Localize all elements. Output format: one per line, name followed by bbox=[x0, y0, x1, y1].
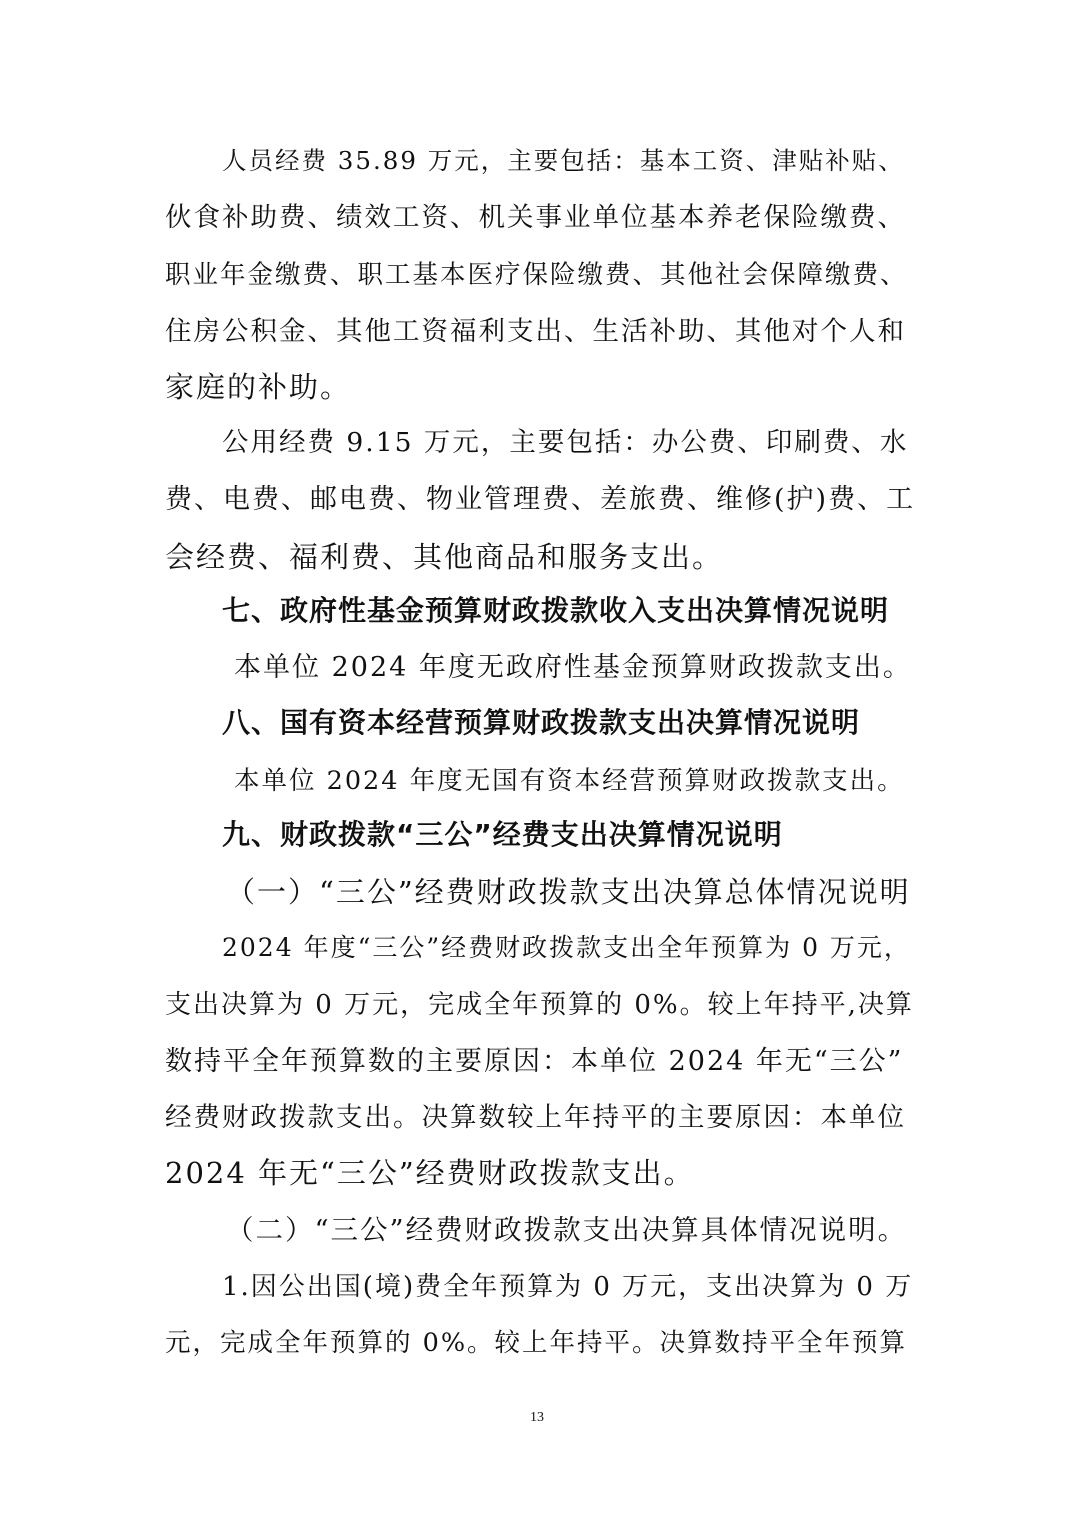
section-body: 本单位 2024 年度无国有资本经营预算财政拨款支出。 bbox=[234, 766, 905, 796]
paragraph-line: 会经费、福利费、其他商品和服务支出。 bbox=[165, 540, 724, 574]
paragraph-line: 伙食补助费、绩效工资、机关事业单位基本养老保险缴费、 bbox=[165, 202, 906, 233]
section-heading: 九、财政拨款“三公”经费支出决算情况说明 bbox=[222, 818, 783, 851]
paragraph-line: 1.因公出国(境)费全年预算为 0 万元，支出决算为 0 万 bbox=[222, 1272, 914, 1302]
section-heading: 八、国有资本经营预算财政拨款支出决算情况说明 bbox=[222, 706, 861, 739]
paragraph-line: 费、电费、邮电费、物业管理费、差旅费、维修(护)费、工 bbox=[165, 484, 916, 515]
paragraph-line: 2024 年度“三公”经费财政拨款支出全年预算为 0 万元， bbox=[222, 933, 911, 962]
subsection-title: （一）“三公”经费财政拨款支出决算总体情况说明 bbox=[226, 875, 911, 909]
paragraph-line: 支出决算为 0 万元，完成全年预算的 0%。较上年持平,决算 bbox=[165, 990, 914, 1020]
paragraph-line: 数持平全年预算数的主要原因：本单位 2024 年无“三公” bbox=[165, 1046, 904, 1077]
subsection-title: （二）“三公”经费财政拨款支出决算具体情况说明。 bbox=[226, 1214, 908, 1246]
paragraph-line: 元，完成全年预算的 0%。较上年持平。决算数持平全年预算 bbox=[165, 1328, 908, 1358]
paragraph-line: 住房公积金、其他工资福利支出、生活补助、其他对个人和 bbox=[165, 316, 906, 347]
section-heading: 七、政府性基金预算财政拨款收入支出决算情况说明 bbox=[222, 594, 890, 627]
paragraph-line: 职业年金缴费、职工基本医疗保险缴费、其他社会保障缴费、 bbox=[165, 260, 908, 290]
page-number: 13 bbox=[530, 1410, 544, 1425]
paragraph-line: 公用经费 9.15 万元，主要包括：办公费、印刷费、水 bbox=[222, 427, 909, 458]
paragraph-line: 2024 年无“三公”经费财政拨款支出。 bbox=[165, 1156, 695, 1190]
paragraph-line: 家庭的补助。 bbox=[165, 370, 352, 404]
paragraph-line: 人员经费 35.89 万元，主要包括：基本工资、津贴补贴、 bbox=[222, 146, 905, 175]
section-body: 本单位 2024 年度无政府性基金预算财政拨款支出。 bbox=[234, 652, 912, 683]
paragraph-line: 经费财政拨款支出。决算数较上年持平的主要原因：本单位 bbox=[165, 1102, 906, 1133]
